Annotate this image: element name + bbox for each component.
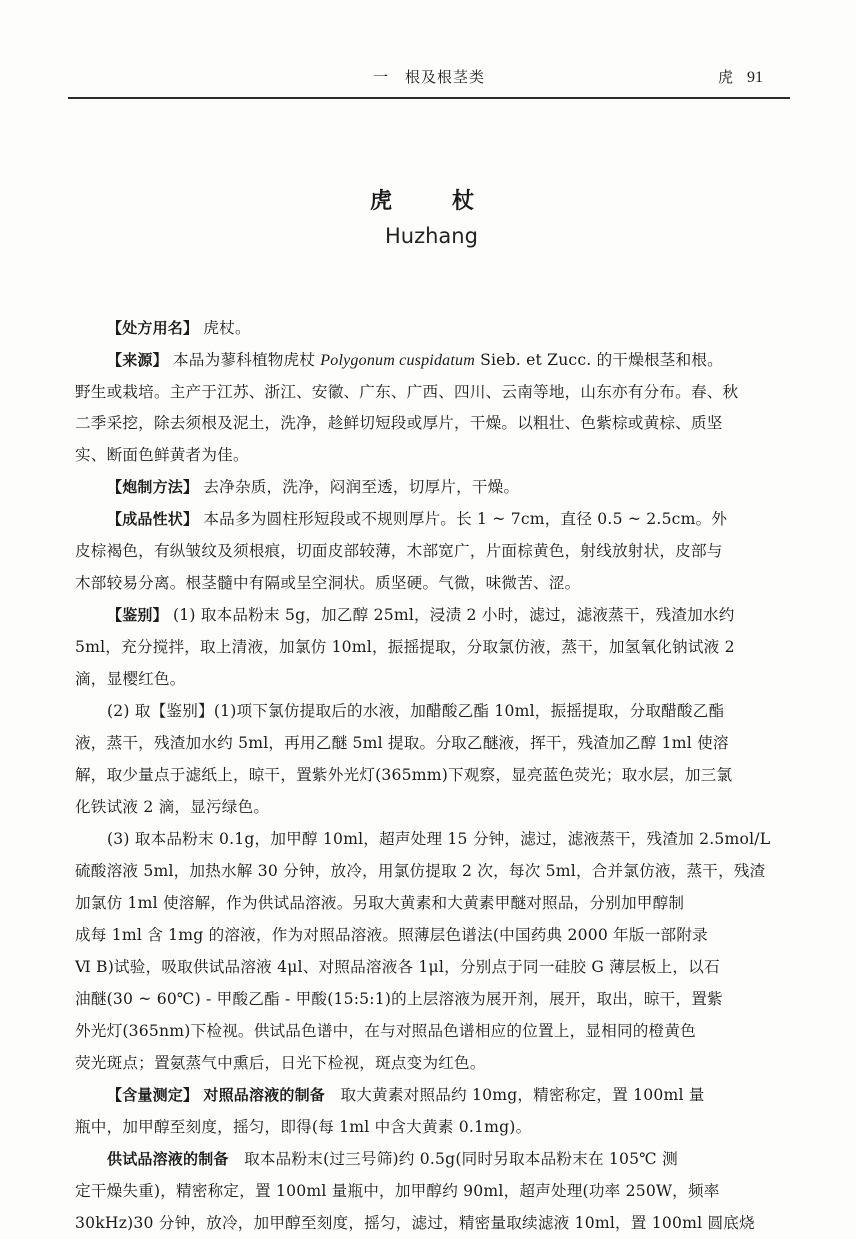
identification-p1-text-1: (1) 取本品粉末 5g，加乙醇 25ml，浸渍 2 小时，滤过，滤液蒸干，残渣加水约 <box>172 606 735 624</box>
source-line-2: 野生或栽培。主产于江苏、浙江、安徽、广东、广西、四川、云南等地，山东亦有分布。春、秋 <box>75 383 739 401</box>
latin-name: Polygonum cuspidatum <box>320 352 475 369</box>
characteristics-label: 【成品性状】 <box>107 510 199 528</box>
header-entry <box>718 66 763 87</box>
identification-p3-line-5: Ⅵ B)试验，吸取供试品溶液 4μl、对照品溶液各 1μl，分别点于同一硅胶 G 薄层板上，以石 <box>75 958 720 976</box>
source-label: 【来源】 <box>107 351 168 369</box>
identification-line-1 <box>107 605 795 625</box>
processing-label: 【炮制方法】 <box>107 478 199 496</box>
assay-subheading-test: 供试品溶液的制备 <box>107 1150 229 1168</box>
prescription-name-text: 虎杖。 <box>203 319 251 337</box>
characteristics-text-1: 本品多为圆柱形短段或不规则厚片。长 1 ~ 7cm，直径 0.5 ~ 2.5cm。外 <box>203 510 728 528</box>
assay-reference-text-1: 取大黄素对照品约 10mg，精密称定，置 100ml 量 <box>340 1086 705 1104</box>
assay-test-text-1: 取本品粉末(过三号筛)约 0.5g(同时另取本品粉末在 105℃ 测 <box>244 1150 678 1168</box>
characteristics-line-3: 木部较易分离。根茎髓中有隔或呈空洞状。质坚硬。气微，味微苦、涩。 <box>75 574 581 592</box>
characteristics-line-1 <box>107 509 795 529</box>
identification-p2-line-1: (2) 取【鉴别】(1)项下氯仿提取后的水液，加醋酸乙酯 10ml，振摇提取，分取醋酸乙酯 <box>107 702 725 720</box>
source-line-1 <box>107 350 795 371</box>
processing-line <box>107 477 795 497</box>
assay-label: 【含量测定】 <box>107 1086 199 1104</box>
source-text-a: 本品为蓼科植物虎杖 <box>172 351 321 369</box>
assay-test-line-3: 30kHz)30 分钟，放冷，加甲醇至刻度，摇匀，滤过，精密量取续滤液 10ml，置 100ml 圆底烧 <box>75 1214 755 1232</box>
assay-subheading-reference: 对照品溶液的制备 <box>203 1086 325 1104</box>
identification-label: 【鉴别】 <box>107 606 168 624</box>
characteristics-line-2: 皮棕褐色，有纵皱纹及须根痕，切面皮部较薄，木部宽广，片面棕黄色，射线放射状，皮部与 <box>75 542 723 560</box>
identification-p2-line-3: 解，取少量点于滤纸上，晾干，置紫外光灯(365mm)下观察，显亮蓝色荧光；取水层，加三氯 <box>75 766 733 784</box>
assay-line-1 <box>107 1085 795 1105</box>
identification-p3-line-2: 硫酸溶液 5ml，加热水解 30 分钟，放冷，用氯仿提取 2 次，每次 5ml，合并氯仿液，蒸干，残渣 <box>75 862 766 880</box>
entry-title-char-1: 虎 <box>370 189 393 214</box>
entry-title <box>370 184 474 215</box>
entry-title-char-2: 杖 <box>452 189 475 214</box>
identification-p2-line-4: 化铁试液 2 滴，显污绿色。 <box>75 798 270 816</box>
page-number: 91 <box>747 69 764 86</box>
identification-p2-line-2: 液，蒸干，残渣加水约 5ml，再用乙醚 5ml 提取。分取乙醚液，挥干，残渣加乙醇 1ml 使溶 <box>75 734 729 752</box>
entry-pinyin: Huzhang <box>385 224 478 248</box>
identification-p1-line-3: 滴，显樱红色。 <box>75 670 186 688</box>
assay-test-line-1 <box>107 1149 795 1169</box>
source-text-b: Sieb. et Zucc. 的干燥根茎和根。 <box>474 351 723 369</box>
identification-p1-line-2: 5ml，充分搅拌，取上清液，加氯仿 10ml，振摇提取，分取氯仿液，蒸干，加氢氧化钠试液 2 <box>75 638 735 656</box>
identification-p3-line-1: (3) 取本品粉末 0.1g，加甲醇 10ml，超声处理 15 分钟，滤过，滤液蒸干，残渣加 2.5mol/L <box>107 830 771 848</box>
assay-reference-line-2: 瓶中，加甲醇至刻度，摇匀，即得(每 1ml 中含大黄素 0.1mg)。 <box>75 1118 532 1136</box>
assay-test-line-2: 定干燥失重)，精密称定，置 100ml 量瓶中，加甲醇约 90ml，超声处理(功率 250W，频率 <box>75 1182 720 1200</box>
identification-p3-line-8: 荧光斑点；置氨蒸气中熏后，日光下检视，斑点变为红色。 <box>75 1054 486 1072</box>
identification-p3-line-7: 外光灯(365nm)下检视。供试品色谱中，在与对照品色谱相应的位置上，显相同的橙黄色 <box>75 1022 696 1040</box>
identification-p3-line-6: 油醚(30 ~ 60℃) - 甲酸乙酯 - 甲酸(15:5:1)的上层溶液为展开剂，展开，取出，晾干，置紫 <box>75 990 723 1008</box>
prescription-name-label: 【处方用名】 <box>107 319 199 337</box>
header-rule <box>68 97 790 99</box>
source-line-4: 实、断面色鲜黄者为佳。 <box>75 446 249 464</box>
header-entry-char: 虎 <box>718 68 734 86</box>
identification-p3-line-3: 加氯仿 1ml 使溶解，作为供试品溶液。另取大黄素和大黄素甲醚对照品，分别加甲醇制 <box>75 894 685 912</box>
prescription-name-line <box>107 318 795 338</box>
header-section: 一 根及根茎类 <box>373 68 486 86</box>
processing-text: 去净杂质，洗净，闷润至透，切厚片，干燥。 <box>203 478 520 496</box>
source-line-3: 二季采挖，除去须根及泥土，洗净，趁鲜切短段或厚片，干燥。以粗壮、色紫棕或黄棕、质坚 <box>75 414 723 432</box>
identification-p3-line-4: 成每 1ml 含 1mg 的溶液，作为对照品溶液。照薄层色谱法(中国药典 2000 年版一部附录 <box>75 926 708 944</box>
